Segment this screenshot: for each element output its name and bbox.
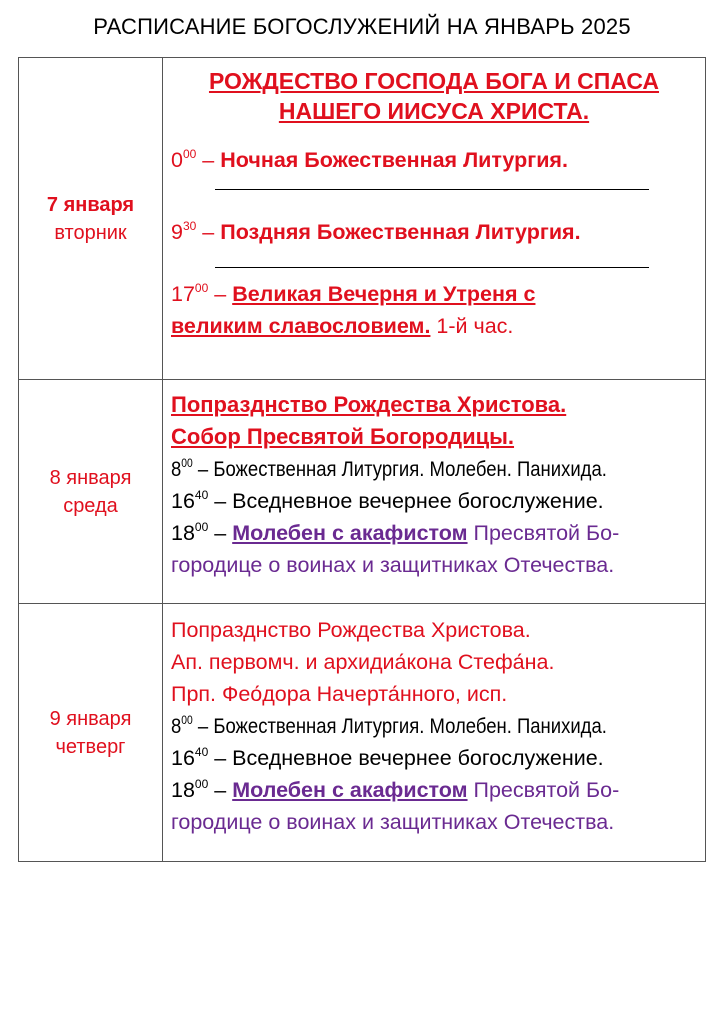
service-line <box>163 742 705 774</box>
service-line <box>163 144 705 176</box>
divider <box>215 267 649 268</box>
service-line <box>163 453 705 485</box>
service-title: – Вседневное вечернее богослужение. <box>208 489 604 513</box>
page-title: РАСПИСАНИЕ БОГОСЛУЖЕНИЙ НА ЯНВАРЬ 2025 <box>93 14 631 39</box>
service-minutes: 30 <box>182 219 197 233</box>
feast-title-line: Ап. первомч. и архидиа́кона Стефа́на. <box>171 650 555 674</box>
weekday-label: среда <box>63 494 118 517</box>
date-cell <box>19 58 163 380</box>
date-label: 8 января <box>49 466 132 489</box>
feast-title-line: Попразднство Рождества Христова. <box>171 392 567 417</box>
service-minutes: 00 <box>194 777 209 791</box>
service-minutes: 00 <box>181 456 193 470</box>
service-minutes: 00 <box>194 520 209 534</box>
service-dash: – <box>208 778 233 802</box>
date-label: 9 января <box>49 707 132 730</box>
service-note: городице о воинах и защитниках Отечества. <box>171 553 615 577</box>
service-line <box>163 310 705 342</box>
service-hour: 18 <box>171 521 195 545</box>
service-hour: 8 <box>171 457 182 481</box>
service-title: Молебен с акафистом <box>232 778 468 802</box>
service-dash: – <box>196 148 221 172</box>
service-note: 1-й час. <box>430 314 514 338</box>
divider <box>215 189 649 190</box>
service-line <box>163 774 705 806</box>
service-minutes: 00 <box>194 281 209 295</box>
service-hour: 9 <box>171 220 183 244</box>
service-line <box>163 549 705 581</box>
service-title: – Божественная Литургия. Молебен. Панихида. <box>192 714 607 738</box>
service-dash: – <box>208 282 233 306</box>
service-title: Ночная Божественная Литургия. <box>220 148 568 172</box>
date-cell <box>19 604 163 862</box>
services-cell <box>163 58 706 380</box>
service-line <box>163 485 705 517</box>
service-line <box>163 517 705 549</box>
service-minutes: 00 <box>181 713 193 727</box>
service-title: Поздняя Божественная Литургия. <box>220 220 581 244</box>
service-note: Пресвятой Бо- <box>467 778 620 802</box>
service-hour: 16 <box>171 746 195 770</box>
weekday-label: вторник <box>54 221 127 244</box>
table-row <box>19 380 706 604</box>
service-line <box>163 710 705 742</box>
service-title: великим славословием. <box>171 314 431 338</box>
service-line <box>163 278 705 310</box>
feast-title-line: Попразднство Рождества Христова. <box>171 618 531 642</box>
service-hour: 0 <box>171 148 183 172</box>
service-title: Молебен с акафистом <box>232 521 468 545</box>
service-title: – Божественная Литургия. Молебен. Панихида. <box>192 457 607 481</box>
table-row <box>19 604 706 862</box>
feast-title-line: НАШЕГО ИИСУСА ХРИСТА. <box>278 98 590 124</box>
date-label: 7 января <box>46 193 135 216</box>
service-hour: 17 <box>171 282 195 306</box>
feast-title-line: РОЖДЕСТВО ГОСПОДА БОГА И СПАСА <box>208 68 660 94</box>
service-minutes: 00 <box>182 147 197 161</box>
service-hour: 8 <box>171 714 182 738</box>
service-hour: 18 <box>171 778 195 802</box>
date-cell <box>19 380 163 604</box>
feast-title-line: Собор Пресвятой Богородицы. <box>171 424 515 449</box>
service-title: Великая Вечерня и Утреня с <box>232 282 536 306</box>
service-minutes: 40 <box>194 745 209 759</box>
feast-title-line: Прп. Фео́дора Начерта́нного, исп. <box>171 682 508 706</box>
service-note: Пресвятой Бо- <box>467 521 620 545</box>
service-title: – Вседневное вечернее богослужение. <box>208 746 604 770</box>
service-note: городице о воинах и защитниках Отечества. <box>171 810 615 834</box>
service-hour: 16 <box>171 489 195 513</box>
service-dash: – <box>196 220 221 244</box>
schedule-table <box>18 57 706 862</box>
service-line <box>163 806 705 838</box>
services-cell <box>163 380 706 604</box>
service-line <box>163 216 705 248</box>
table-row <box>19 58 706 380</box>
service-minutes: 40 <box>194 488 209 502</box>
service-dash: – <box>208 521 233 545</box>
weekday-label: четверг <box>55 735 126 758</box>
services-cell <box>163 604 706 862</box>
